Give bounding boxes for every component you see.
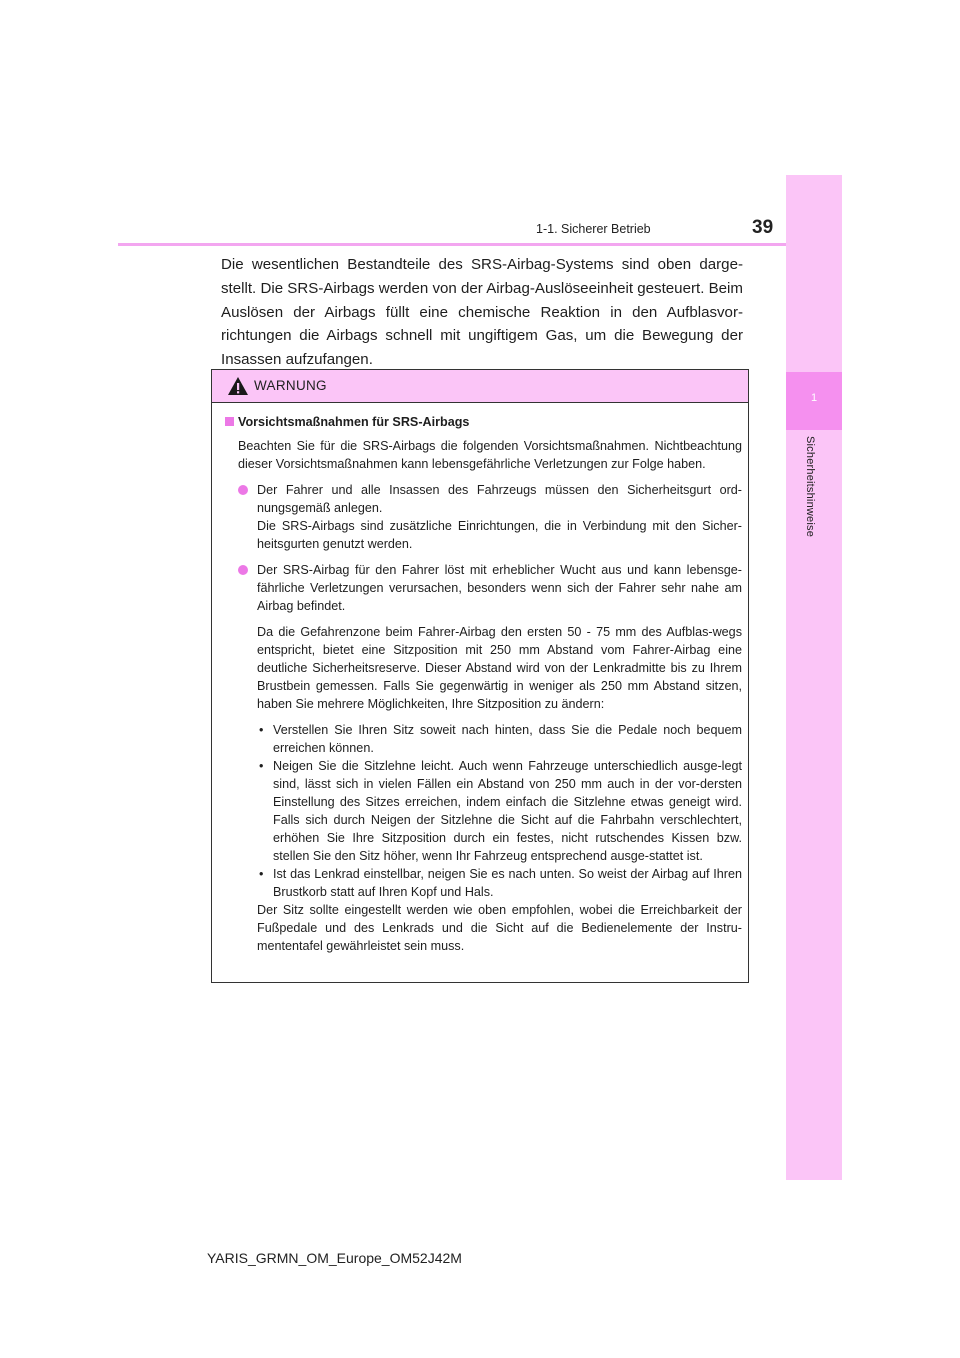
intro-paragraph: Die wesentlichen Bestandteile des SRS-Airbag-Systems sind oben darge-stellt. Die SRS-Airbags werden von der Airbag-Auslöseeinheit gesteuert. Beim Auslösen der Airbags füllt eine chemische Reaktion in den Aufblasvor-richtungen die Airbags schnell mit ungiftigem Gas, um die Bewegung der Insassen aufzufangen. [221, 256, 743, 369]
option-bullet: • [259, 723, 264, 737]
warning-closing: Der Sitz sollte eingestellt werden wie oben empfohlen, wobei die Erreichbarkeit der Fußpedale und des Lenkrads und die Sicht auf die Bedienelemente der Instru-mententafel gewährleistet sein muss. [257, 903, 742, 953]
option-item [257, 865, 742, 901]
option-bullet: • [259, 867, 264, 881]
option-item [257, 757, 742, 865]
chapter-label: Sicherheitshinweise [804, 436, 816, 538]
square-bullet-icon [225, 417, 234, 426]
warning-point [238, 481, 742, 517]
option-text: Ist das Lenkrad einstellbar, neigen Sie es nach unten. So weist der Airbag auf Ihren Brustkorb statt auf Ihren Kopf und Hals. [273, 867, 742, 899]
warning-lead: Beachten Sie für die SRS-Airbags die folgenden Vorsichtsmaßnahmen. Nichtbeachtung dieser Vorsichtsmaßnahmen kann lebensgefährliche Verletzungen zur Folge haben. [238, 439, 742, 471]
distance-explanation: Da die Gefahrenzone beim Fahrer-Airbag den ersten 50 - 75 mm des Aufblas-wegs entspricht, bietet eine Sitzposition mit 250 mm Abstand vom Fahrer-Airbag eine deutliche Sicherheitsreserve. Dieser Abstand wird von der Lenkradmitte bis zu Ihrem Brustbein gemessen. Falls Sie gegenwärtig in weniger als 250 mm Abstand sitzen, haben Sie mehrere Möglichkeiten, Ihre Sitzposition zu ändern: [257, 625, 742, 711]
warning-subsection-title [225, 413, 742, 431]
header-rule [118, 243, 840, 246]
warning-header [212, 370, 748, 403]
warning-triangle-icon [227, 376, 249, 396]
warning-point [238, 561, 742, 615]
warning-point-text: Der Fahrer und alle Insassen des Fahrzeugs müssen den Sicherheitsgurt ord-nungsgemäß anlegen. [257, 483, 742, 515]
round-bullet-icon [238, 565, 248, 575]
warning-body [225, 413, 742, 955]
warning-title: WARNUNG [254, 378, 327, 393]
option-text: Neigen Sie die Sitzlehne leicht. Auch wenn Fahrzeuge unterschiedlich ausge-legt sind, lässt sich in vielen Fällen ein Abstand von 250 mm auch in der vor-dersten Einstellung des Sitzes erreichen, indem einfach die Sitzlehne etwas geneigt wird. Falls sich durch Neigen der Sitzlehne die Sicht auf die Fahrbahn verschlechtert, erhöhen Sie Ihre Sitzposition durch ein festes, nicht rutschendes Kissen bzw. stellen Sie den Sitz höher, wenn Ihr Fahrzeug entsprechend ausge-stattet ist. [273, 759, 742, 863]
chapter-side-tab [786, 175, 842, 1180]
warning-point-text: Der SRS-Airbag für den Fahrer löst mit erheblicher Wucht aus und kann lebensge-fährliche Verletzungen verursachen, besonders wenn sich der Fahrer sehr nahe am Airbag befindet. [257, 563, 742, 613]
round-bullet-icon [238, 485, 248, 495]
page-number: 39 [752, 217, 774, 238]
warning-point-note: Die SRS-Airbags sind zusätzliche Einrichtungen, die in Verbindung mit den Sicher-heitsgurten genutzt werden. [257, 519, 742, 551]
warning-subsection-text: Vorsichtsmaßnahmen für SRS-Airbags [238, 415, 470, 429]
chapter-number-tab [786, 372, 842, 430]
option-item [257, 721, 742, 757]
document-code: YARIS_GRMN_OM_Europe_OM52J42M [207, 1250, 462, 1266]
option-text: Verstellen Sie Ihren Sitz soweit nach hinten, dass Sie die Pedale noch bequem erreichen können. [273, 723, 742, 755]
chapter-number: 1 [810, 392, 818, 404]
warning-box [211, 369, 749, 983]
option-bullet: • [259, 759, 264, 773]
section-title: 1-1. Sicherer Betrieb [536, 222, 651, 236]
